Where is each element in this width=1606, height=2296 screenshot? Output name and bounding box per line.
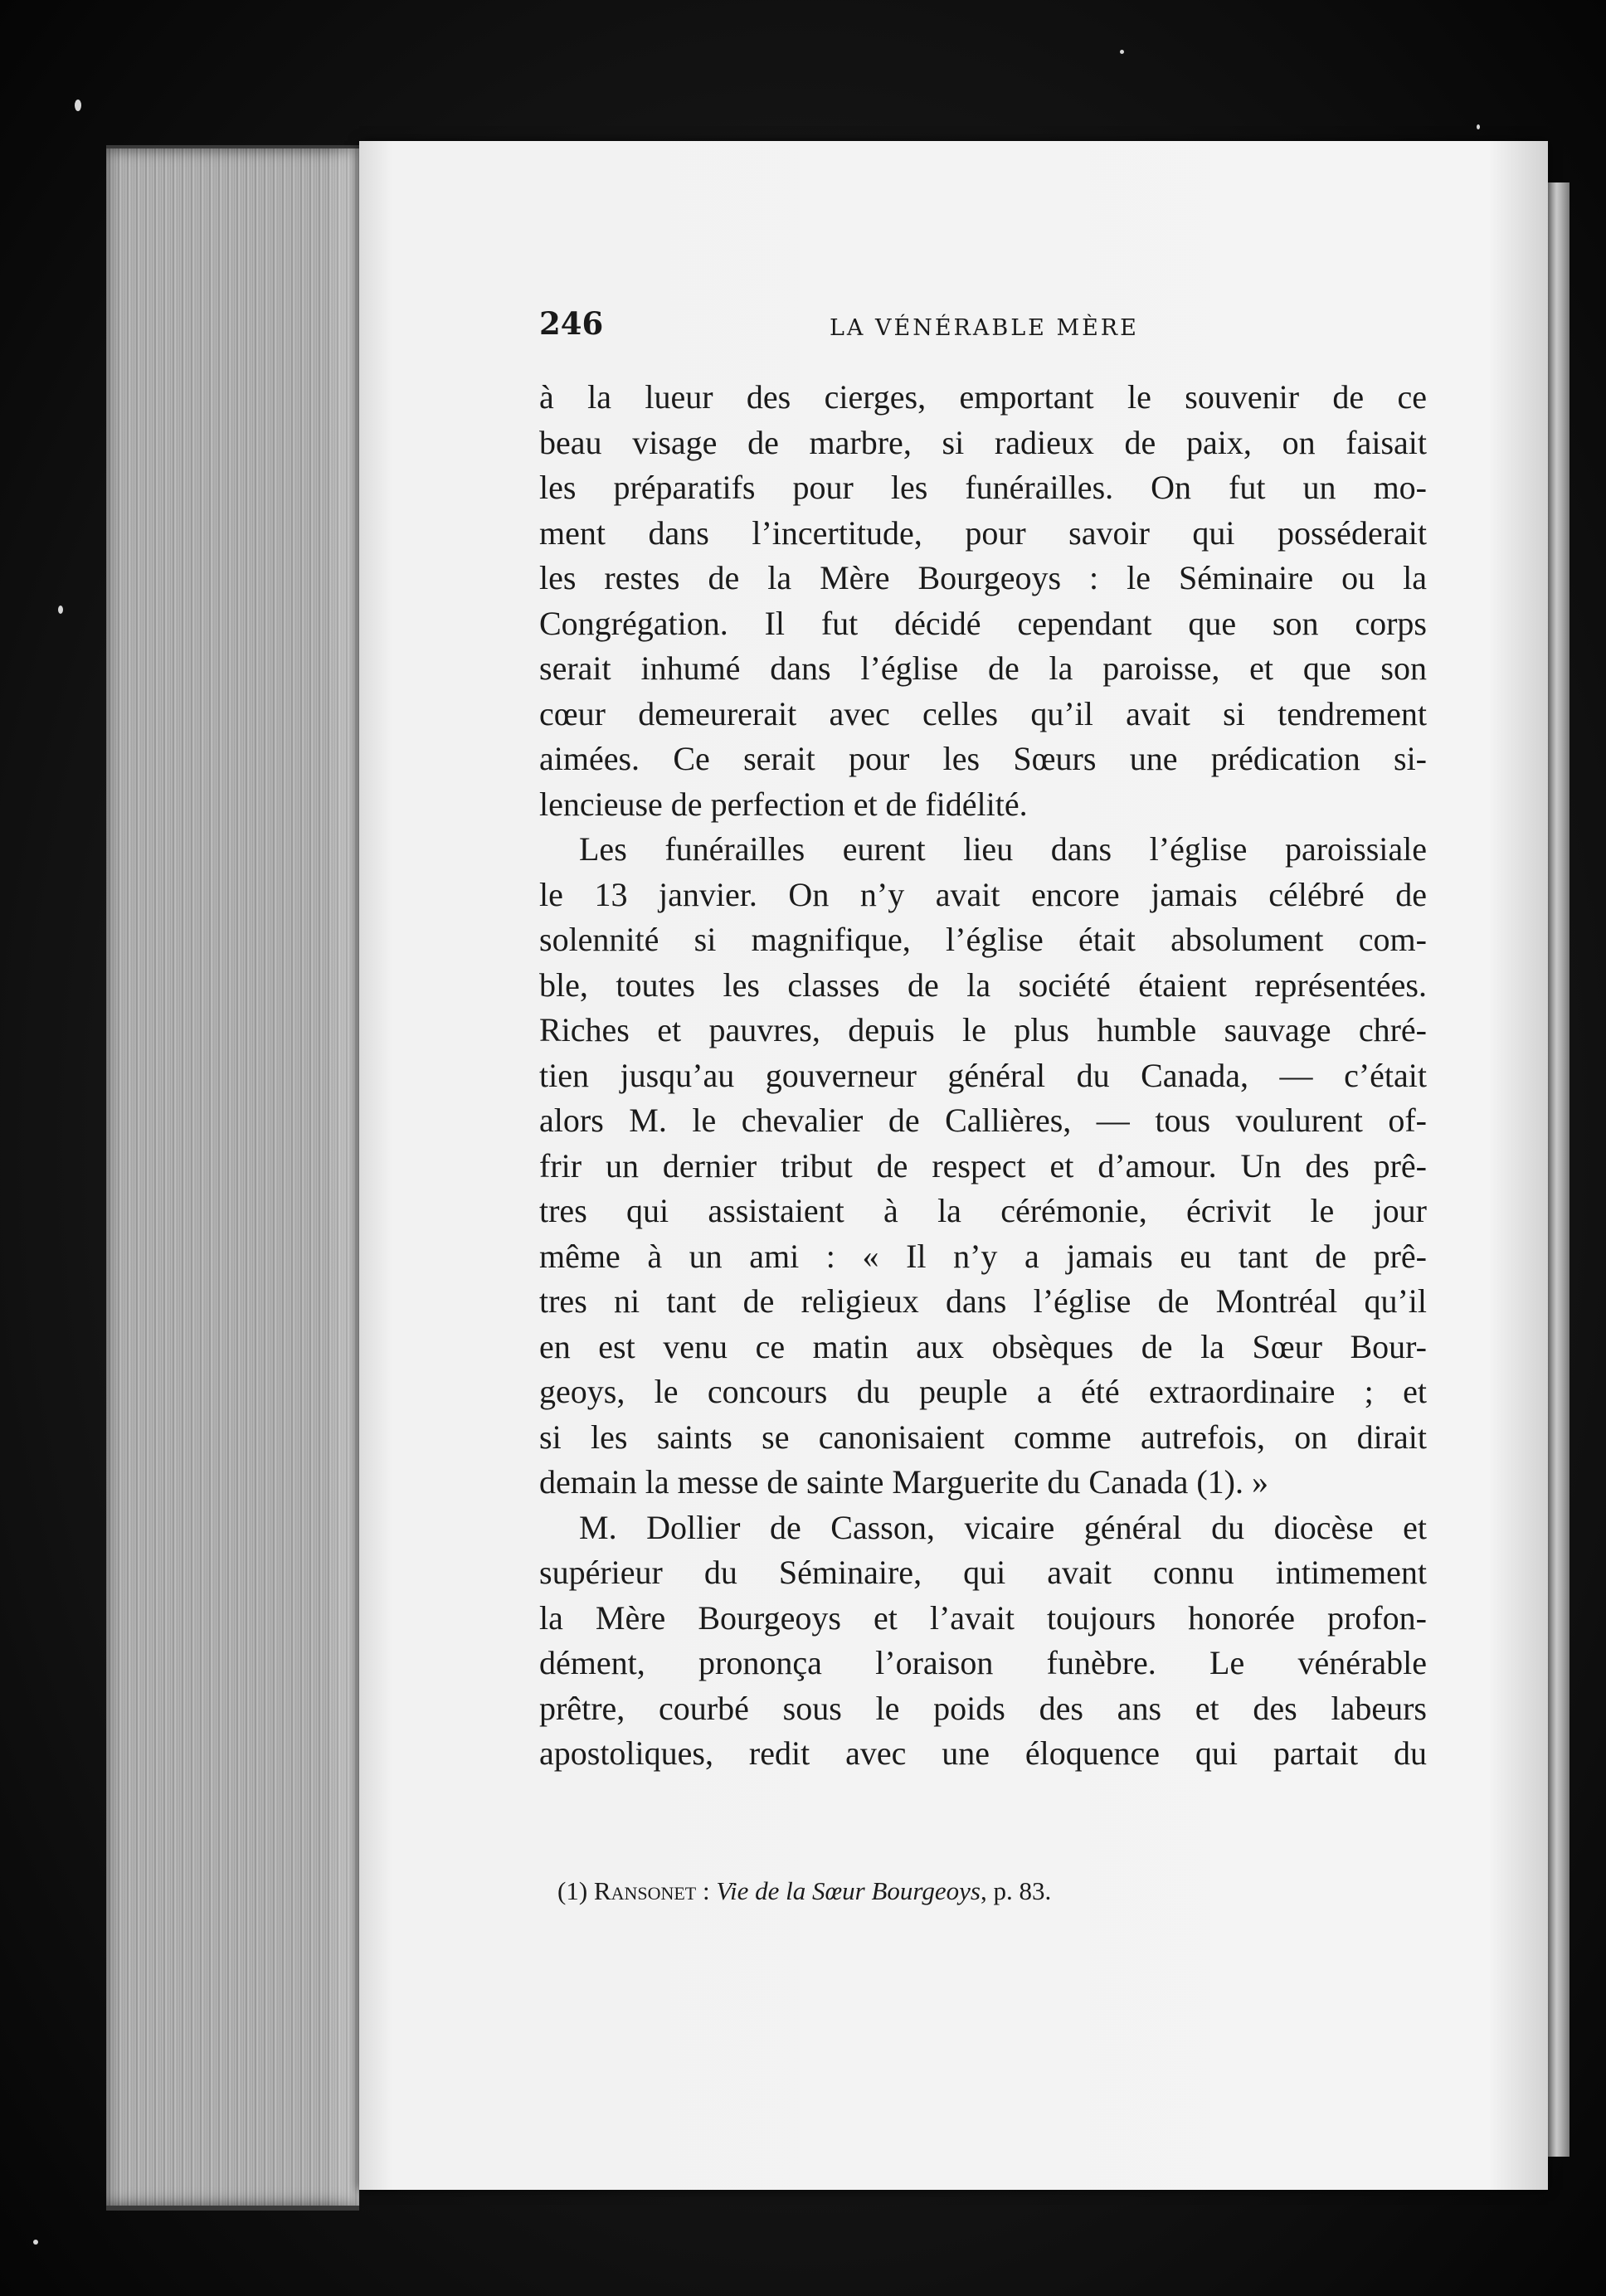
- footnote-author: Ransonet: [593, 1876, 697, 1905]
- text-line: tres qui assistaient à la cérémonie, écrivit le jour: [539, 1192, 1427, 1229]
- text-line: tres ni tant de religieux dans l’église de Montréal qu’il: [539, 1282, 1427, 1320]
- text-line: si les saints se canonisaient comme autrefois, on dirait: [539, 1418, 1427, 1456]
- text-line: beau visage de marbre, si radieux de paix, on faisait: [539, 423, 1427, 461]
- text-line: tien jusqu’au gouverneur général du Canada, — c’était: [539, 1056, 1427, 1094]
- text-line: à la lueur des cierges, emportant le souvenir de ce: [539, 378, 1427, 416]
- running-head: LA VÉNÉRABLE MÈRE: [830, 315, 1139, 341]
- footnote-page: , p. 83.: [980, 1876, 1052, 1905]
- text-line: la Mère Bourgeoys et l’avait toujours honorée profon-: [539, 1598, 1427, 1637]
- text-line: aimées. Ce serait pour les Sœurs une prédication si-: [539, 740, 1427, 777]
- text-line: Congrégation. Il fut décidé cependant que son corps: [539, 604, 1427, 642]
- scan-speck: [1477, 124, 1480, 129]
- text-line: geoys, le concours du peuple a été extraordinaire ; et: [539, 1373, 1427, 1410]
- text-line: Riches et pauvres, depuis le plus humble sauvage chré-: [539, 1011, 1427, 1048]
- text-line: en est venu ce matin aux obsèques de la Sœur Bour-: [539, 1327, 1427, 1365]
- text-line: serait inhumé dans l’église de la paroisse, et que son: [539, 649, 1427, 687]
- facing-page-edge: [1548, 182, 1570, 2157]
- footnote: [557, 1876, 1051, 1906]
- footnote-marker: (1): [557, 1876, 588, 1905]
- text-line: frir un dernier tribut de respect et d’amour. Un des prê-: [539, 1146, 1427, 1184]
- footnote-separator: :: [703, 1876, 710, 1905]
- text-line: prêtre, courbé sous le poids des ans et des labeurs: [539, 1689, 1427, 1727]
- page-header: [539, 299, 1431, 348]
- text-line: solennité si magnifique, l’église était absolument com-: [539, 921, 1427, 958]
- footnote-title: Vie de la Sœur Bourgeoys: [716, 1876, 981, 1905]
- book-page-edges: [106, 145, 359, 2211]
- text-line: dément, prononça l’oraison funèbre. Le vénérable: [539, 1644, 1427, 1681]
- scan-speck: [58, 606, 63, 614]
- scan-speck: [33, 2240, 38, 2245]
- text-line: cœur demeurerait avec celles qu’il avait si tendrement: [539, 694, 1427, 732]
- text-line: le 13 janvier. On n’y avait encore jamais célébré de: [539, 875, 1427, 913]
- text-line: apostoliques, redit avec une éloquence qui partait du: [539, 1734, 1427, 1772]
- text-line: même à un ami : « Il n’y a jamais eu tant de prê-: [539, 1237, 1427, 1275]
- text-line: demain la messe de sainte Marguerite du Canada (1). »: [539, 1463, 1268, 1501]
- body-text: [539, 375, 1427, 1777]
- text-line: M. Dollier de Casson, vicaire général du diocèse et: [579, 1508, 1427, 1546]
- text-line: supérieur du Séminaire, qui avait connu intimement: [539, 1554, 1427, 1591]
- text-line: Les funérailles eurent lieu dans l’église paroissiale: [579, 830, 1427, 868]
- text-line: ment dans l’incertitude, pour savoir qui posséderait: [539, 513, 1427, 552]
- text-line: les préparatifs pour les funérailles. On fut un mo-: [539, 469, 1427, 506]
- text-line: ble, toutes les classes de la société étaient représentées.: [539, 966, 1427, 1004]
- text-line: alors M. le chevalier de Callières, — tous voulurent of-: [539, 1102, 1427, 1139]
- page-number: 246: [539, 305, 604, 342]
- scan-speck: [75, 100, 81, 111]
- text-line: lencieuse de perfection et de fidélité.: [539, 785, 1028, 823]
- scan-speck: [1120, 50, 1124, 54]
- text-line: les restes de la Mère Bourgeoys : le Séminaire ou la: [539, 559, 1427, 596]
